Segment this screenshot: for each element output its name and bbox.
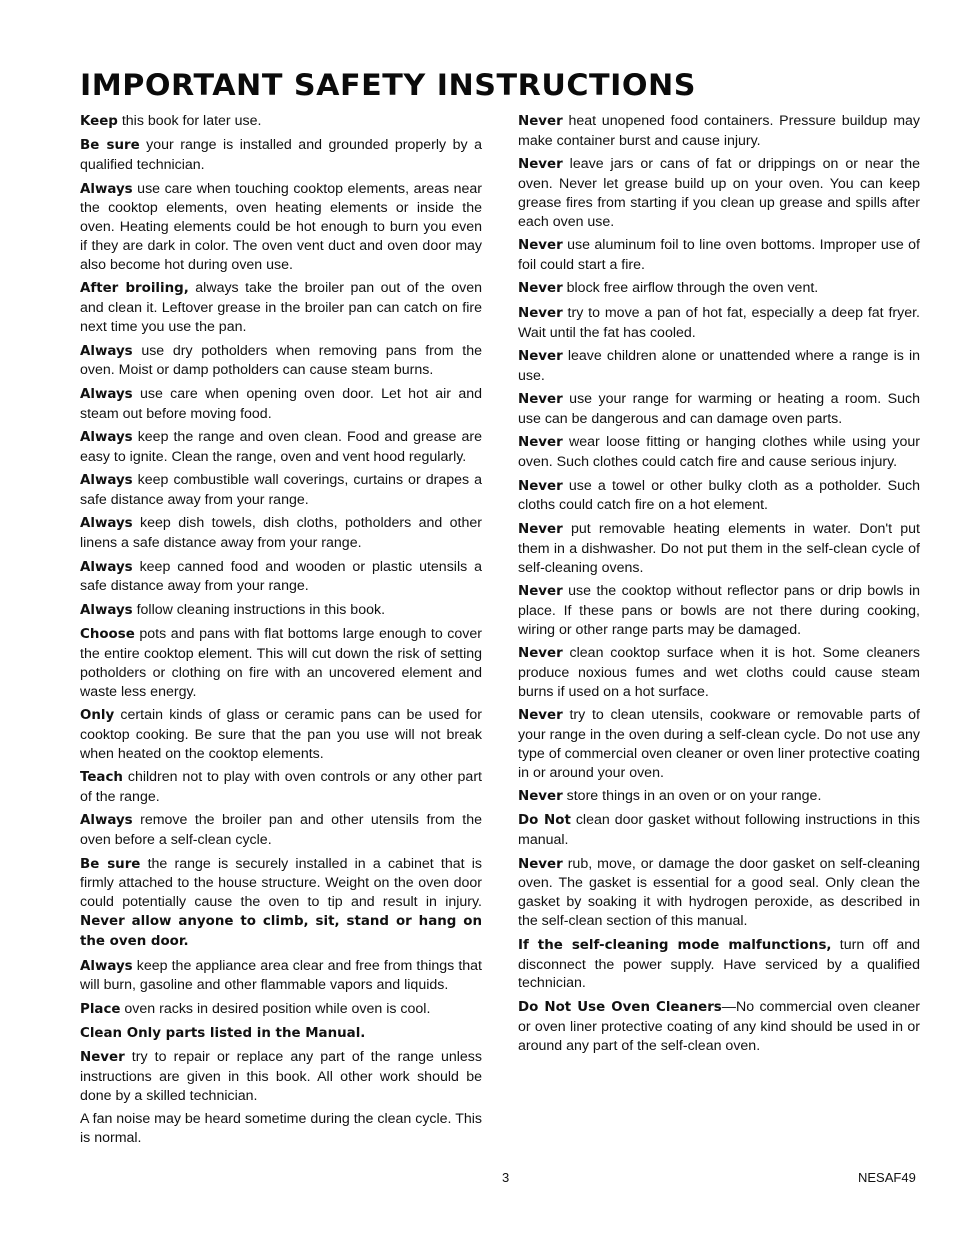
instruction-emphasis: Never allow anyone to climb, sit, stand or hang on the oven door. bbox=[80, 914, 482, 950]
instruction-text: try to clean utensils, cookware or removable parts of your range in the oven during a self-clean cycle. Do not use any type of commercial oven cleaner or oven liner protective coating in or around your oven. bbox=[518, 707, 920, 781]
instruction-lead: Never bbox=[518, 348, 563, 364]
instruction-lead: Never bbox=[518, 238, 563, 254]
safety-instruction bbox=[80, 811, 482, 850]
instruction-text: block free airflow through the oven vent. bbox=[562, 280, 819, 297]
instruction-text: use a towel or other bulky cloth as a potholder. Such cloths could catch fire on a hot element. bbox=[518, 477, 920, 514]
instruction-lead: Always bbox=[80, 516, 133, 532]
instruction-text: put removable heating elements in water. Don't put them in a dishwasher. Do not put them in the self-clean cycle of self-cleaning ovens. bbox=[518, 520, 920, 576]
instruction-lead: Clean Only parts listed in the Manual. bbox=[80, 1026, 366, 1041]
safety-instruction bbox=[80, 428, 482, 467]
instruction-text: keep canned food and wooden or plastic utensils a safe distance away from your range. bbox=[80, 558, 482, 595]
instruction-lead: Choose bbox=[80, 627, 135, 643]
instruction-text: keep dish towels, dish cloths, potholders and other linens a safe distance away from your range. bbox=[80, 515, 482, 552]
document-code: NESAF49 bbox=[858, 1170, 916, 1185]
safety-instruction bbox=[80, 112, 482, 132]
safety-instruction bbox=[518, 390, 920, 429]
instruction-text: store things in an oven or on your range. bbox=[562, 788, 822, 805]
safety-instruction bbox=[518, 433, 920, 472]
instruction-lead: Always bbox=[80, 813, 133, 829]
instruction-lead: Teach bbox=[80, 770, 123, 786]
safety-instruction bbox=[80, 706, 482, 764]
safety-instruction bbox=[80, 180, 482, 276]
instruction-text: children not to play with oven controls or any other part of the range. bbox=[80, 769, 482, 806]
instruction-lead: Always bbox=[80, 559, 133, 575]
safety-instruction bbox=[80, 1110, 482, 1148]
instruction-text: remove the broiler pan and other utensils from the oven before a self-clean cycle. bbox=[80, 812, 482, 849]
instruction-text: try to move a pan of hot fat, especially a deep fat fryer. Wait until the fat has cooled. bbox=[518, 304, 920, 341]
safety-instruction bbox=[518, 855, 920, 932]
instruction-text: pots and pans with flat bottoms large enough to cover the entire cooktop element. This will cut down the risk of setting potholders or clothing on fire with an uncovered element and waste less energy. bbox=[80, 626, 482, 700]
safety-instruction bbox=[518, 998, 920, 1056]
safety-instruction bbox=[80, 279, 482, 337]
safety-instruction bbox=[80, 342, 482, 381]
instruction-lead: After broiling, bbox=[80, 281, 189, 297]
safety-instruction bbox=[518, 155, 920, 232]
instruction-lead: Be sure bbox=[80, 856, 141, 872]
safety-instruction bbox=[80, 625, 482, 702]
safety-instruction bbox=[80, 471, 482, 510]
instruction-text: use aluminum foil to line oven bottoms. Improper use of foil could start a fire. bbox=[518, 237, 920, 274]
instruction-lead: Never bbox=[518, 281, 563, 297]
safety-instruction bbox=[518, 477, 920, 516]
safety-instruction bbox=[80, 514, 482, 553]
instruction-text: keep the range and oven clean. Food and grease are easy to ignite. Clean the range, oven and vent hood regularly. bbox=[80, 428, 482, 465]
page-title: IMPORTANT SAFETY INSTRUCTIONS bbox=[80, 68, 697, 102]
instruction-lead: Always bbox=[80, 473, 133, 489]
instruction-text: try to repair or replace any part of the range unless instructions are given in this book. All other work should be done by a skilled technician. bbox=[80, 1049, 482, 1105]
instruction-text: certain kinds of glass or ceramic pans can be used for cooktop cooking. Be sure that the pan you use will not break when heated on the cooktop elements. bbox=[80, 707, 482, 762]
instruction-lead: Never bbox=[518, 478, 563, 494]
safety-instruction bbox=[518, 644, 920, 702]
safety-instruction bbox=[80, 385, 482, 424]
instruction-text: clean door gasket without following instructions in this manual. bbox=[518, 812, 920, 849]
instruction-text: use dry potholders when removing pans from the oven. Moist or damp potholders can cause steam burns. bbox=[80, 342, 482, 379]
safety-instruction bbox=[518, 787, 920, 807]
instruction-lead: Do Not Use Oven Cleaners bbox=[518, 999, 722, 1015]
instruction-lead: If the self-cleaning mode malfunctions, bbox=[518, 937, 832, 953]
instruction-text: wear loose fitting or hanging clothes while using your oven. Such clothes could catch fire and cause serious injury. bbox=[518, 434, 920, 471]
safety-instruction bbox=[518, 304, 920, 343]
instruction-text: use the cooktop without reflector pans or drip bowls in place. If these pans or bowls are not there during cooking, wiring or other range parts may be damaged. bbox=[518, 582, 920, 638]
instruction-lead: Never bbox=[518, 583, 563, 599]
instruction-lead: Always bbox=[80, 602, 133, 618]
instruction-lead: Never bbox=[518, 789, 563, 805]
safety-instruction bbox=[518, 347, 920, 386]
safety-instruction bbox=[80, 957, 482, 996]
instruction-text: leave jars or cans of fat or drippings on or near the oven. Never let grease build up on your oven. You can keep grease fires from starting if you clean up grease and spills after each oven use. bbox=[518, 156, 920, 230]
instruction-text: rub, move, or damage the door gasket on self-cleaning oven. The gasket is essential for a good seal. Only clean the gasket by soaking it with hydrogen peroxide, as described in the self-clean section of this manual. bbox=[518, 855, 920, 930]
safety-instruction bbox=[80, 1048, 482, 1106]
instruction-text: always take the broiler pan out of the oven and clean it. Leftover grease in the broiler pan can catch on fire next time you use the pan. bbox=[80, 280, 482, 336]
instruction-lead: Never bbox=[518, 305, 563, 321]
safety-instruction bbox=[518, 706, 920, 783]
safety-instruction bbox=[518, 279, 920, 299]
instruction-text: keep combustible wall coverings, curtains or drapes a safe distance away from your range. bbox=[80, 472, 482, 509]
instruction-lead: Always bbox=[80, 386, 133, 402]
right-column bbox=[518, 112, 920, 1060]
instruction-lead: Never bbox=[80, 1050, 125, 1066]
instruction-text: use care when touching cooktop elements, areas near the cooktop elements, oven heating elements or inside the oven. Heating elements could be hot enough to burn you even if they are dark in color. The oven vent duct and oven door may also become hot during oven use. bbox=[80, 180, 482, 274]
instruction-lead: Always bbox=[80, 181, 133, 197]
instruction-text: your range is installed and grounded properly by a qualified technician. bbox=[80, 137, 483, 174]
instruction-text: —No commercial oven cleaner or oven liner protective coating of any kind should be used in or around any part of the self-clean oven. bbox=[518, 998, 920, 1054]
safety-instruction bbox=[518, 582, 920, 640]
instruction-lead: Do Not bbox=[518, 813, 571, 829]
instruction-lead: Always bbox=[80, 343, 133, 359]
page-number: 3 bbox=[502, 1170, 510, 1185]
instruction-lead: Never bbox=[518, 645, 563, 661]
instruction-text: heat unopened food containers. Pressure buildup may make container burst and cause injury. bbox=[518, 113, 920, 149]
instruction-text: the range is securely installed in a cabinet that is firmly attached to the house structure. Weight on the oven door could potentially cause the oven to tip and result in injury. bbox=[80, 855, 482, 911]
safety-instruction bbox=[518, 520, 920, 578]
instruction-lead: Only bbox=[80, 708, 115, 724]
instruction-text: use your range for warming or heating a room. Such use can be dangerous and can damage oven parts. bbox=[518, 391, 920, 428]
instruction-lead: Always bbox=[80, 429, 133, 445]
instruction-text: follow cleaning instructions in this book. bbox=[132, 601, 386, 618]
instruction-text: keep the appliance area clear and free from things that will burn, gasoline and other flammable vapors and liquids. bbox=[80, 957, 482, 994]
instruction-lead: Keep bbox=[80, 114, 118, 129]
instruction-lead: Never bbox=[518, 392, 563, 408]
instruction-text: leave children alone or unattended where a range is in use. bbox=[518, 347, 920, 384]
safety-instruction bbox=[80, 855, 482, 953]
instruction-text: clean cooktop surface when it is hot. Some cleaners produce noxious fumes and wet cloths could cause steam burns if used on a hot surface. bbox=[518, 644, 920, 700]
safety-instruction bbox=[518, 811, 920, 850]
safety-instruction bbox=[80, 558, 482, 597]
safety-instruction bbox=[518, 236, 920, 275]
instruction-lead: Never bbox=[518, 114, 563, 129]
safety-instruction bbox=[80, 768, 482, 807]
safety-instruction bbox=[518, 112, 920, 151]
instruction-lead: Be sure bbox=[80, 138, 140, 154]
instruction-lead: Never bbox=[518, 521, 563, 537]
instruction-text: A fan noise may be heard sometime during the clean cycle. This is normal. bbox=[80, 1111, 482, 1147]
instruction-text: this book for later use. bbox=[117, 113, 262, 129]
safety-instruction bbox=[80, 136, 482, 175]
left-column bbox=[80, 112, 482, 1153]
safety-instruction bbox=[80, 1000, 482, 1020]
instruction-text: use care when opening oven door. Let hot air and steam out before moving food. bbox=[80, 385, 482, 422]
instruction-text: oven racks in desired position while oven is cool. bbox=[120, 1000, 431, 1017]
instruction-lead: Place bbox=[80, 1001, 121, 1017]
instruction-lead: Never bbox=[518, 708, 563, 724]
instruction-lead: Never bbox=[518, 856, 563, 872]
instruction-lead: Never bbox=[518, 435, 563, 451]
instruction-text: turn off and disconnect the power supply. Have serviced by a qualified technician. bbox=[518, 936, 920, 992]
safety-instruction bbox=[518, 936, 920, 994]
instruction-lead: Never bbox=[518, 157, 563, 173]
safety-instruction bbox=[80, 1024, 482, 1044]
safety-instruction bbox=[80, 601, 482, 621]
instruction-lead: Always bbox=[80, 958, 133, 974]
